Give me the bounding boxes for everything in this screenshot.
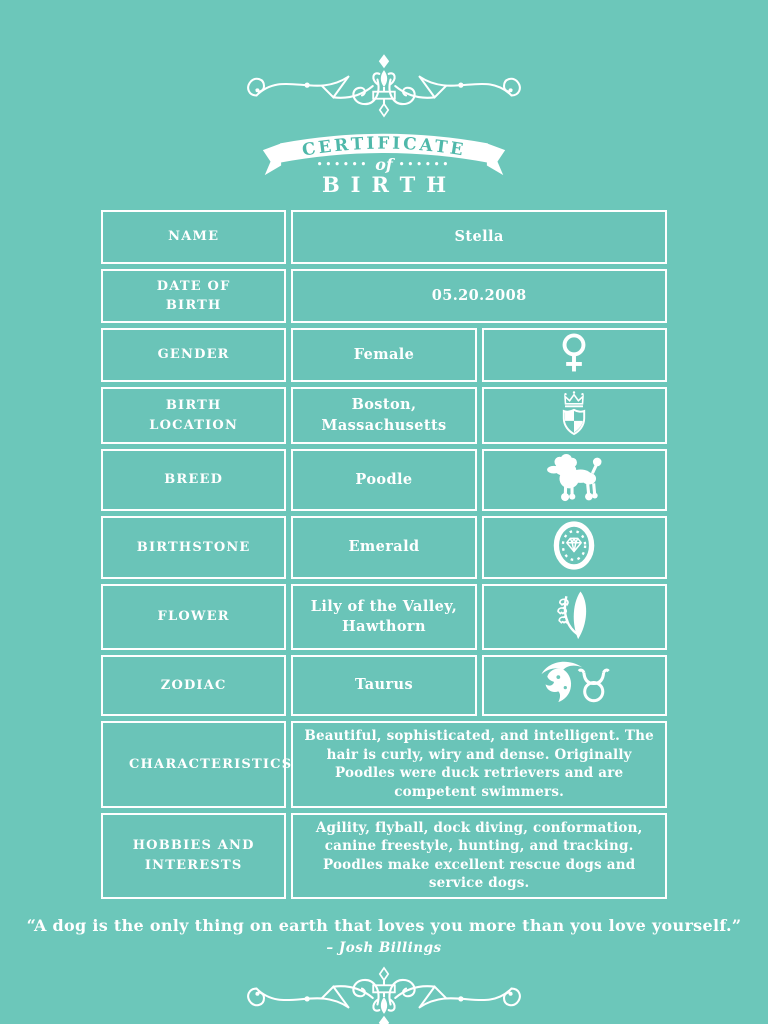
field-value: Taurus: [291, 655, 476, 716]
certificate-title: CERTIFICATE: [300, 132, 468, 160]
certificate-table-body: [101, 210, 667, 899]
bottom-flourish-ornament: [0, 962, 768, 1024]
field-value: Emerald: [291, 516, 476, 579]
top-flourish-ornament: [234, 52, 534, 126]
field-icon-cell: [482, 449, 667, 511]
connector-dots-left: ••••••: [316, 160, 370, 170]
lily-of-the-valley-icon: [554, 588, 594, 642]
female-icon: [559, 332, 589, 374]
connector-dots-right: ••••••: [398, 160, 452, 170]
field-label: ZODIAC: [101, 655, 286, 716]
quote-attribution: – Josh Billings: [326, 940, 442, 956]
table-row: [101, 655, 667, 716]
dog-quote: “A dog is the only thing on earth that loves you more than you love yourself.”: [26, 916, 742, 935]
poodle-icon: [543, 453, 605, 503]
taurus-icon: [538, 659, 610, 708]
field-label: GENDER: [101, 328, 286, 382]
field-label: HOBBIES AND INTERESTS: [101, 813, 286, 900]
table-row: [101, 721, 667, 808]
table-row: [101, 328, 667, 382]
birth-title: BIRTH: [321, 172, 458, 197]
table-row: [101, 584, 667, 650]
field-label: DATE OF BIRTH: [101, 269, 286, 323]
field-icon-cell: [482, 328, 667, 382]
field-icon-cell: [482, 516, 667, 579]
certificate-table: [96, 205, 672, 904]
field-label: NAME: [101, 210, 286, 264]
field-value: Poodle: [291, 449, 476, 511]
table-row: [101, 449, 667, 511]
field-icon-cell: [482, 584, 667, 650]
fleur-de-lis-finial: [373, 54, 395, 116]
field-label: CHARACTERISTICS: [101, 721, 286, 808]
field-label: BIRTHSTONE: [101, 516, 286, 579]
field-value: Boston, Massachusetts: [291, 387, 476, 444]
table-row: [101, 516, 667, 579]
field-label: BREED: [101, 449, 286, 511]
field-icon-cell: [482, 387, 667, 444]
table-row: [101, 813, 667, 900]
table-row: [101, 387, 667, 444]
field-label: BIRTH LOCATION: [101, 387, 286, 444]
field-value: Stella: [291, 210, 667, 264]
field-value: Female: [291, 328, 476, 382]
shield-crown-icon: [557, 391, 591, 436]
field-value: Agility, flyball, dock diving, conformation, canine freestyle, hunting, and tracking. Poodles make excellent rescue dogs and service dogs.: [291, 813, 667, 900]
table-row: [101, 210, 667, 264]
connector-word: of: [375, 155, 393, 174]
field-value: 05.20.2008: [291, 269, 667, 323]
table-row: [101, 269, 667, 323]
emerald-icon: [552, 520, 596, 571]
field-value: Lily of the Valley, Hawthorn: [291, 584, 476, 650]
field-value: Beautiful, sophisticated, and intelligent. The hair is curly, wiry and dense. Originally Poodles were duck retrievers and are competent swimmers.: [291, 721, 667, 808]
field-icon-cell: [482, 655, 667, 716]
certificate-header: [0, 0, 768, 205]
field-label: FLOWER: [101, 584, 286, 650]
